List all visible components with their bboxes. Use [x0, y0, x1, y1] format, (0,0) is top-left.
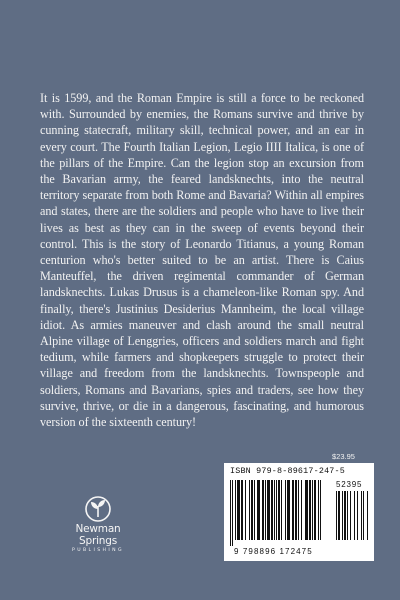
- barcode-bar: [342, 491, 343, 540]
- barcode-bar: [262, 480, 264, 540]
- barcode-bar: [254, 480, 255, 540]
- barcode-bar: [354, 491, 355, 540]
- barcode-bar: [285, 480, 286, 540]
- barcode-bar: [235, 480, 236, 540]
- barcode-bar: [237, 480, 240, 540]
- barcode-bar: [287, 480, 290, 540]
- barcode-bar: [251, 480, 253, 540]
- barcode-bar: [267, 480, 270, 540]
- barcode-bar: [363, 491, 364, 540]
- barcode-bar: [241, 480, 243, 540]
- barcode-bar: [338, 491, 340, 540]
- price-label: $23.95: [332, 452, 355, 461]
- isbn-barcode-block: [224, 463, 374, 561]
- barcode-bar: [276, 480, 277, 540]
- barcode-bar: [301, 480, 302, 540]
- barcode-bar: [320, 480, 321, 540]
- isbn-label: ISBN 979-8-89617-247-5: [230, 466, 345, 476]
- publisher-logo: [58, 496, 138, 553]
- barcode-bar: [271, 480, 273, 540]
- barcode-addon-number: 52395: [336, 480, 363, 489]
- barcode-bar: [274, 480, 275, 540]
- barcode-bar: [312, 480, 313, 540]
- barcode-bar: [361, 491, 362, 540]
- barcode-bar: [292, 480, 294, 540]
- back-cover-blurb: It is 1599, and the Roman Empire is still a force to be reckoned with. Surrounded by enemies, the Romans survive and thrive by cunning statecraft, military skill, technical power, and an ear in every court. The Fourth Italian Legion, Legio IIII Italica, is one of the pillars of the Empire. Can the legion stop an excursion from the Bavarian army, the feared landsknechts, into the neutral territory separate from both Rome and Bavaria? Within all empires and states, there are the soldiers and people who have to live their lives as best as they can in the sweep of events beyond their control. This is the story of Leonardo Titianus, a young Roman centurion who's better suited to be an artist. There is Caius Manteuffel, the driven regimental commander of German landsknechts. Lukas Drusus is a chameleon-like Roman spy. And finally, there's Justinius Desiderius Mannheim, the local village idiot. As armies maneuver and clash around the small neutral Alpine village of Lenggries, officers and soldiers march and fight tedium, while farmers and shopkeepers struggle to protect their village and freedom from the landsknechts. Townspeople and soldiers, Romans and Bavarians, spies and traders, see how they survive, thrive, or die in a dangerous, fascinating, and humorous version of the sixteenth century!: [40, 91, 364, 430]
- ean-number: 9 798896 172475: [234, 547, 313, 556]
- barcode-bars: [230, 480, 334, 546]
- barcode-bar: [357, 491, 358, 540]
- barcode-bar: [295, 480, 297, 540]
- barcode-bar: [298, 480, 299, 540]
- publisher-name: Newman Springs: [75, 523, 121, 547]
- barcode-bar: [278, 480, 280, 540]
- publisher-subtitle: PUBLISHING: [72, 548, 124, 553]
- barcode-bar: [350, 491, 351, 540]
- barcode-bar: [245, 480, 246, 540]
- barcode-bar: [314, 480, 316, 540]
- barcode-bar: [265, 480, 266, 540]
- barcode-bar: [309, 480, 311, 540]
- barcode-bar: [281, 480, 282, 540]
- barcode-bar: [347, 491, 348, 540]
- barcode-bar: [305, 480, 308, 540]
- barcode-addon-bars: [336, 491, 368, 546]
- barcode-bar: [230, 480, 231, 546]
- barcode-bar: [257, 480, 260, 540]
- barcode-bar: [336, 491, 337, 540]
- leaf-sprout-icon: [84, 496, 112, 522]
- barcode-bar: [249, 480, 250, 540]
- barcode-bar: [367, 491, 368, 540]
- barcode-bar: [344, 491, 346, 540]
- barcode-bar: [232, 480, 233, 546]
- barcode-bar: [318, 480, 319, 540]
